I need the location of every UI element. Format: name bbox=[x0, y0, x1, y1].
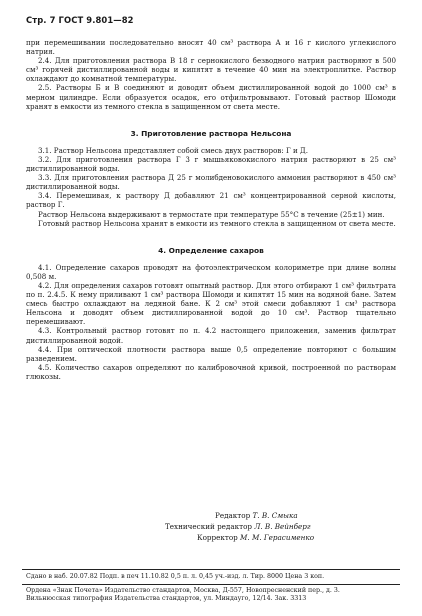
paragraph-2-5: 2.5. Растворы Б и В соединяют и доводят объем дистиллированной водой до 1000 см³ в мерном цилиндре. Если образуется осадок, его отфильтровывают. Готовый раствор Шомоди хранят в емкости из темного стекла в защищенном от света месте. bbox=[26, 83, 396, 111]
editor-role: Редактор bbox=[215, 511, 251, 520]
editor-name: Т. В. Смыка bbox=[252, 511, 298, 520]
tech-editor-name: Л. В. Вейнберг bbox=[254, 522, 311, 531]
paragraph-4-1: 4.1. Определение сахаров проводят на фотоэлектрическом колориметре при длине волны 0,508 м. bbox=[26, 262, 396, 281]
corrector-name: М. М. Герасименко bbox=[240, 533, 315, 542]
corrector-role: Корректор bbox=[197, 533, 238, 542]
page-header: Стр. 7 ГОСТ 9.801—82 bbox=[26, 15, 134, 25]
paragraph-4-4: 4.4. При оптической плотности раствора выше 0,5 определение повторяют с большим разведением. bbox=[26, 344, 396, 363]
imprint-divider-bottom bbox=[22, 584, 400, 585]
paragraph-3-4-c: Готовый раствор Нельсона хранят в емкости из темного стекла в защищенном от света месте. bbox=[38, 218, 396, 228]
paragraph-3-4: 3.4. Перемешивая, к раствору Д добавляют 21 см³ концентрированной серной кислоты, раствор Г. bbox=[26, 191, 396, 210]
paragraph-3-2: 3.2. Для приготовления раствора Г 3 г мышьяковокислого натрия растворяют в 25 см³ дистиллированной воды. bbox=[26, 154, 396, 174]
section-3-heading: 3. Приготовление раствора Нельсона bbox=[130, 128, 292, 138]
corrector-line bbox=[197, 532, 314, 543]
paragraph-4-5: 4.5. Количество сахаров определяют по калибровочной кривой, построенной по растворам глюкозы. bbox=[26, 362, 396, 381]
printing-house-line: Вильнюсская типография Издательства стандартов, ул. Миндауго, 12/14. Зак. 3313 bbox=[26, 595, 307, 603]
publisher-line: Ордена «Знак Почета» Издательство стандартов, Москва, Д-557, Новопресненский пер., д. 3. bbox=[26, 587, 340, 594]
paragraph-2-4: 2.4. Для приготовления раствора В 18 г сернокислого безводного натрия растворяют в 500 см³ горячей дистиллированной воды и кипятят в течение 40 мин на электроплитке. Раствор охлаждают до комнатной температуры. bbox=[26, 56, 396, 84]
paragraph-4-2: 4.2. Для определения сахаров готовят опытный раствор. Для этого отбирают 1 см³ фильтрата по п. 2.4.5. К нему приливают 1 см³ раствора Шомоди и кипятят 15 мин на водяной бане. Затем смесь быстро охлаждают на ледяной бане. К 2 см³ этой смеси добавляют 1 см³ раствора Нельсона и доводят объем дистиллированной водой до 10 см³. Раствор тщательно перемешивают. bbox=[26, 280, 396, 327]
printer-info bbox=[26, 587, 398, 604]
paragraph-4-3: 4.3. Контрольный раствор готовят по п. 4.2 настоящего приложения, заменив фильтрат дистиллированной водой. bbox=[26, 326, 396, 345]
paragraph-3-4-b: Раствор Нельсона выдерживают в термостате при температуре 55°С в течение (25±1) мин. bbox=[38, 209, 385, 219]
tech-editor-line bbox=[165, 521, 314, 532]
tech-editor-role: Технический редактор bbox=[165, 522, 253, 531]
editorial-credits bbox=[165, 510, 315, 543]
paragraph-3-1: 3.1. Раствор Нельсона представляет собой смесь двух растворов: Г и Д. bbox=[38, 145, 308, 155]
imprint-divider-top bbox=[22, 569, 400, 570]
editor-line bbox=[215, 510, 314, 521]
document-body bbox=[26, 38, 396, 381]
paragraph-2-3-tail: при перемешивании последовательно вносят 40 см³ раствора А и 16 г кислого углекислого натрия. bbox=[26, 38, 396, 57]
section-4-heading: 4. Определение сахаров bbox=[158, 245, 264, 255]
imprint-line: Сдано в наб. 20.07.82 Подп. в печ 11.10.82 0,5 п. л. 0,45 уч.-изд. л. Тир. 8000 Цена 3 коп. bbox=[26, 573, 325, 580]
paragraph-3-3: 3.3. Для приготовления раствора Д 25 г молибденовокислого аммония растворяют в 450 см³ дистиллированной воды. bbox=[26, 173, 396, 192]
